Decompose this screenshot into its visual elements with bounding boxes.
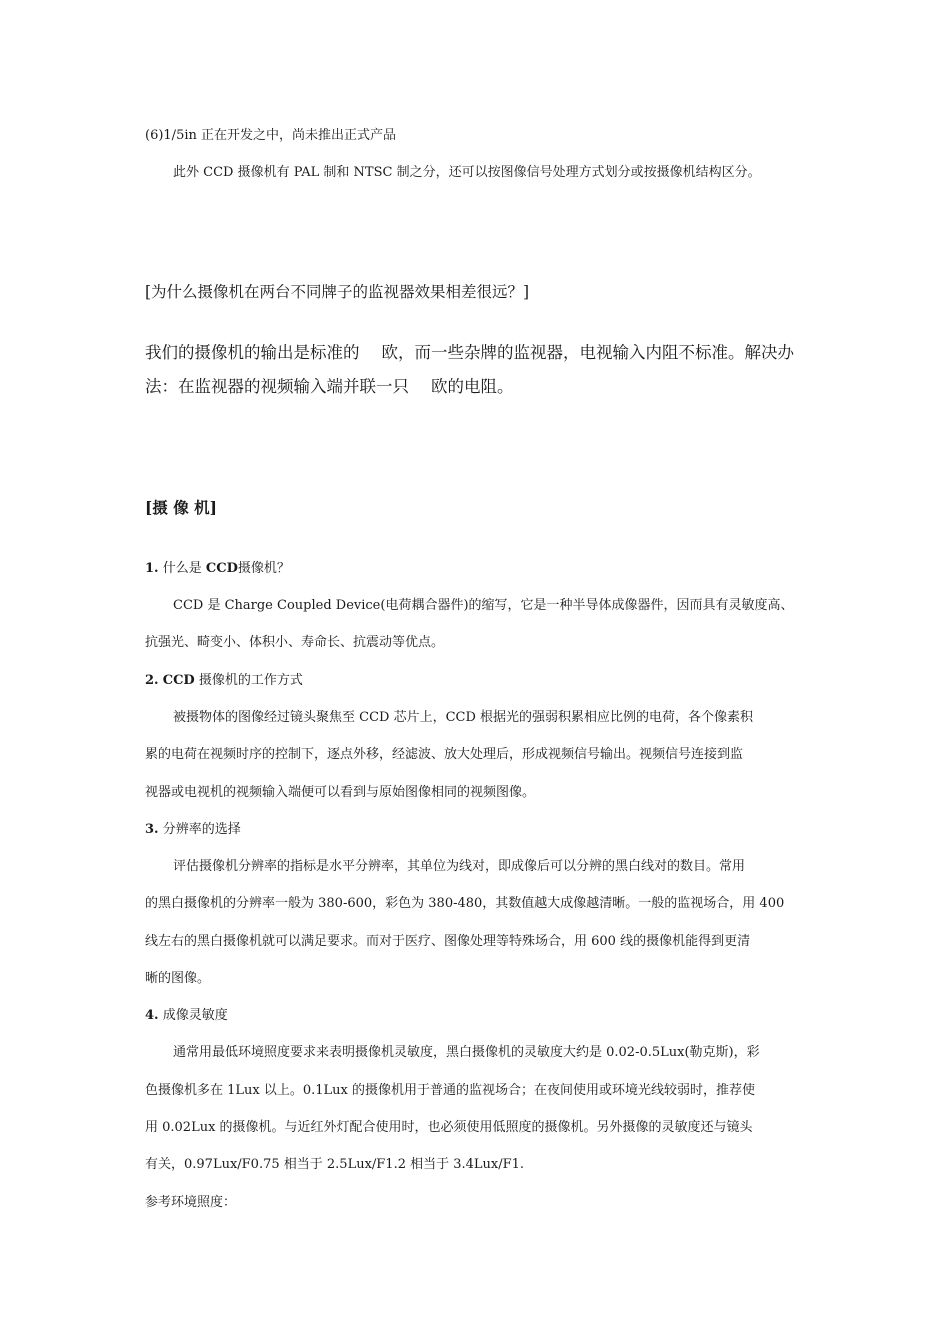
item-2-title (145, 673, 303, 689)
monitor-para-line-1 (145, 343, 794, 363)
monitor-text-d: 欧的电阻。 (431, 377, 514, 396)
item-1-number: 1. (145, 561, 159, 576)
item-4-line: 用 0.02Lux 的摄像机。与近红外灯配合使用时，也必须使用低照度的摄像机。另外摄像的灵敏度还与镜头 (145, 1120, 753, 1135)
section-heading-monitor: [为什么摄像机在两台不同牌子的监视器效果相差很远？] (145, 283, 530, 301)
item-3-number: 3. (145, 822, 159, 837)
monitor-text-b: 欧，而一些杂牌的监视器，电视输入内阻不标准。解决办 (381, 343, 794, 362)
item-4-line: 有关，0.97Lux/F0.75 相当于 2.5Lux/F1.2 相当于 3.4Lux/F1. (145, 1157, 525, 1172)
monitor-text-c: 法：在监视器的视频输入端并联一只 (145, 377, 409, 396)
item-3-title-text: 分辨率的选择 (162, 822, 241, 837)
monitor-text-a: 我们的摄像机的输出是标准的 (145, 343, 360, 362)
item-3-line: 线左右的黑白摄像机就可以满足要求。而对于医疗、图像处理等特殊场合，用 600 线的摄像机能得到更清 (145, 934, 751, 949)
item-1-title (145, 561, 290, 577)
item-4-number: 4. (145, 1008, 159, 1023)
item-4-title-text: 成像灵敏度 (162, 1008, 228, 1023)
item-1-title-c: 摄像机？ (237, 561, 290, 576)
para-line-pal-ntsc: 此外 CCD 摄像机有 PAL 制和 NTSC 制之分，还可以按图像信号处理方式划分或按摄像机结构区分。 (173, 165, 761, 180)
item-2-number: 2. (145, 673, 159, 688)
item-2-title-a: CCD (162, 673, 195, 688)
item-1-title-b: CCD (205, 561, 238, 576)
item-2-line: 累的电荷在视频时序的控制下，逐点外移，经滤波、放大处理后，形成视频信号输出。视频信号连接到监 (145, 747, 744, 762)
reference-illuminance-label: 参考环境照度： (145, 1195, 237, 1210)
item-1-title-a: 什么是 (162, 561, 202, 576)
item-2-title-b: 摄像机的工作方式 (198, 673, 303, 688)
item-3-line: 晰的图像。 (145, 971, 211, 986)
item-1-line: CCD 是 Charge Coupled Device(电荷耦合器件)的缩写，它是一种半导体成像器件，因而具有灵敏度高、 (173, 598, 794, 613)
item-4-title (145, 1008, 228, 1024)
para-line-1-5in: (6)1/5in 正在开发之中，尚未推出正式产品 (145, 128, 396, 143)
item-3-title (145, 822, 241, 838)
item-4-line: 色摄像机多在 1Lux 以上。0.1Lux 的摄像机用于普通的监视场合；在夜间使用或环境光线较弱时，推荐使 (145, 1083, 756, 1098)
section-heading-camera: [摄 像 机] (145, 498, 217, 517)
item-3-line: 评估摄像机分辨率的指标是水平分辨率，其单位为线对，即成像后可以分辨的黑白线对的数目。常用 (173, 859, 746, 874)
item-4-line: 通常用最低环境照度要求来表明摄像机灵敏度，黑白摄像机的灵敏度大约是 0.02-0.5Lux(勒克斯)，彩 (173, 1045, 760, 1060)
item-3-line: 的黑白摄像机的分辨率一般为 380-600，彩色为 380-480，其数值越大成像越清晰。一般的监视场合，用 400 (145, 896, 785, 911)
item-1-line: 抗强光、畸变小、体积小、寿命长、抗震动等优点。 (145, 635, 445, 650)
item-2-line: 视器或电视机的视频输入端便可以看到与原始图像相同的视频图像。 (145, 785, 536, 800)
item-2-line: 被摄物体的图像经过镜头聚焦至 CCD 芯片上，CCD 根据光的强弱积累相应比例的电荷，各个像素积 (173, 710, 754, 725)
monitor-para-line-2 (145, 377, 514, 397)
